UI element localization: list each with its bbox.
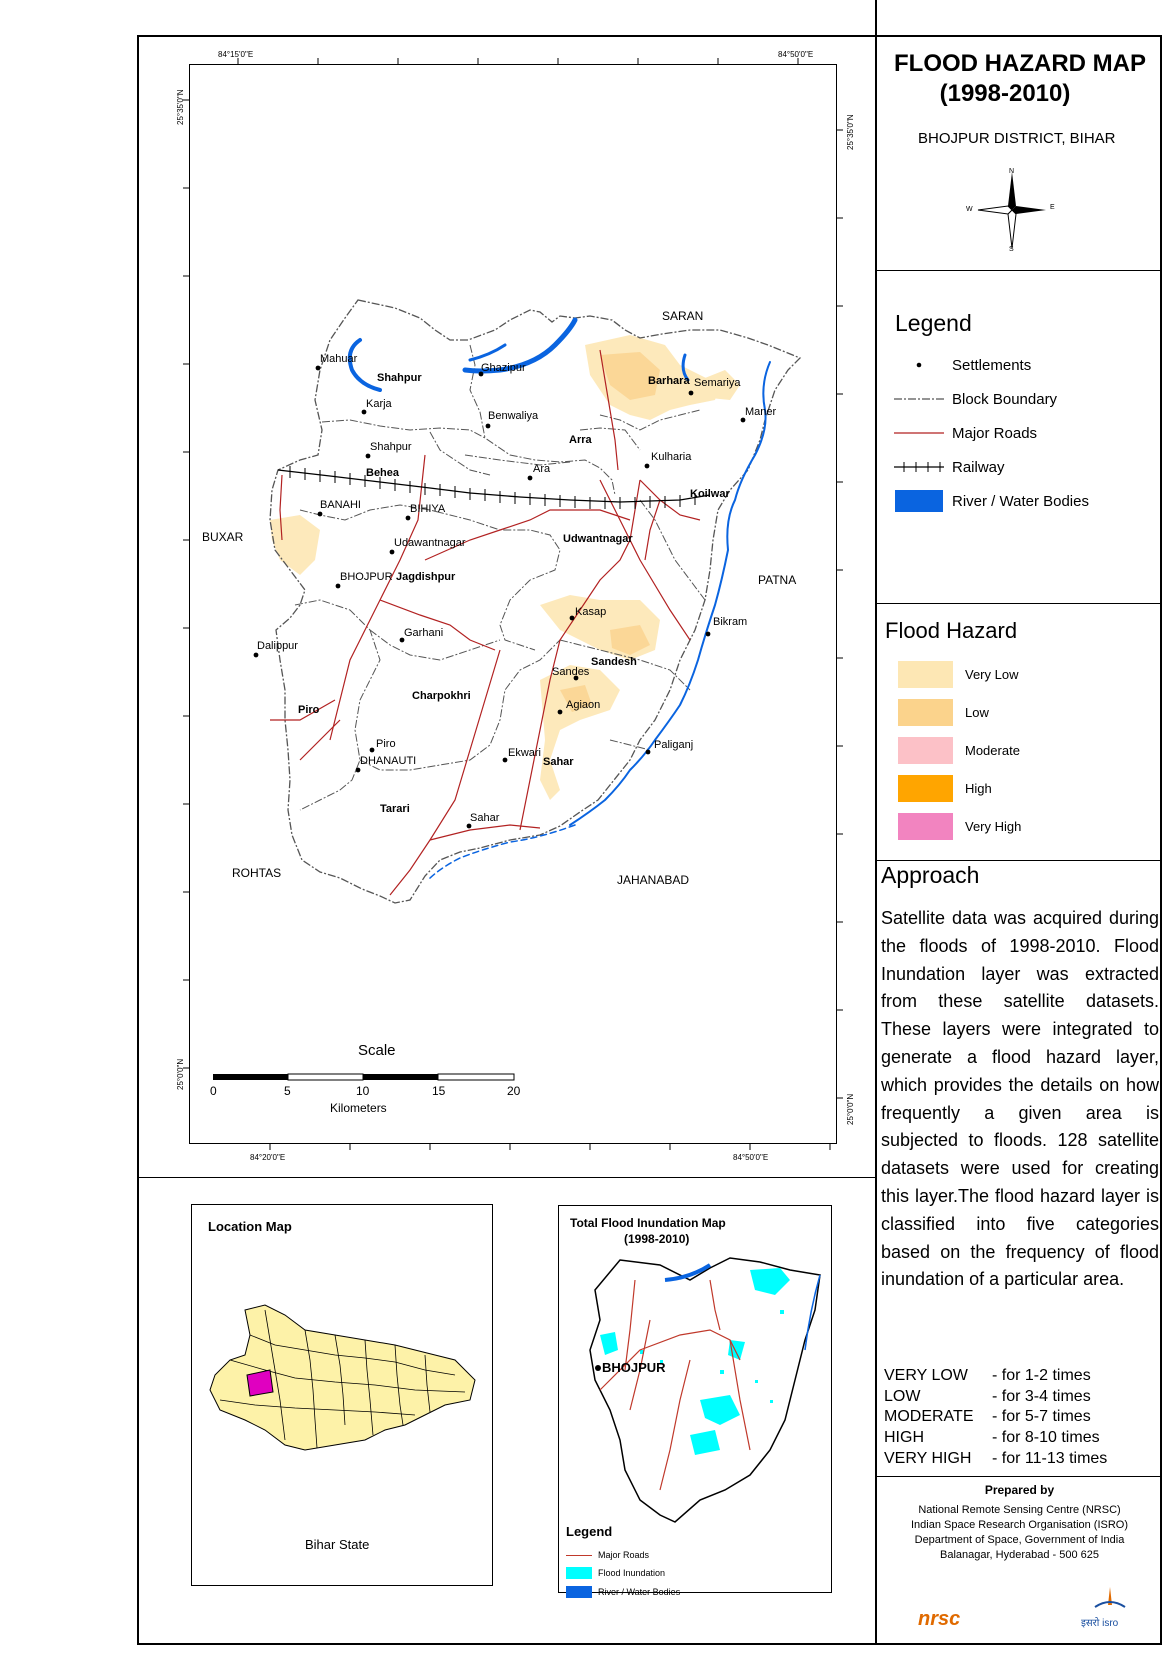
- category-very-low-name: VERY LOW: [884, 1367, 968, 1384]
- compass-w: W: [966, 206, 973, 213]
- legend-river: [894, 490, 1089, 512]
- prepared-title: Prepared by: [984, 1483, 1055, 1497]
- place-piro-block: Piro: [298, 704, 320, 716]
- place-shahpur-block: Shahpur: [377, 372, 422, 384]
- place-ghazipur: Ghazipur: [481, 362, 526, 374]
- coord-right-top: 25°35'0"N: [846, 114, 855, 150]
- legend-settlements: [894, 354, 1031, 376]
- category-very-low: [884, 1367, 1091, 1385]
- coord-bottom-left: 84°20'0"E: [250, 1153, 286, 1162]
- category-moderate-name: MODERATE: [884, 1408, 974, 1425]
- place-paliganj: Paliganj: [654, 739, 694, 751]
- categories-divider: [877, 1476, 1162, 1477]
- inundation-map-years: (1998-2010): [624, 1232, 690, 1246]
- place-behea: Behea: [366, 467, 400, 479]
- block-boundary-icon: [894, 388, 944, 410]
- place-charpokhri: Charpokhri: [412, 690, 471, 702]
- inundation-legend-title: Legend: [566, 1524, 613, 1539]
- flood-inundation-swatch: [566, 1567, 592, 1579]
- place-garhani: Garhani: [404, 627, 444, 639]
- inundation-legend-roads-label: Major Roads: [598, 1550, 650, 1560]
- hazard-moderate: [898, 737, 1020, 764]
- coord-left-top: 25°35'0"N: [176, 89, 185, 125]
- approach-text: Satellite data was acquired during the floods of 1998-2010. Flood Inundation layer was extracted from these satellite datasets. These layers were integrated to generate a flood hazard layer, which provides the details on how frequently a given area is subjected to floods. 128 satellite datasets were used for creating this layer.The flood hazard layer is classified into five categories based on the frequency of flood inundation of a particular area.: [881, 908, 1159, 1290]
- flood-hazard-title: Flood Hazard: [885, 618, 1018, 643]
- hazard-very-low: [898, 661, 1018, 688]
- category-very-low-range: - for 1-2 times: [992, 1367, 1091, 1384]
- place-dhanauti: DHANAUTI: [360, 755, 417, 767]
- place-sahar: Sahar: [470, 812, 500, 824]
- place-banahi: BANAHI: [320, 499, 361, 511]
- coord-left-bottom: 25°0'0"N: [176, 1058, 185, 1090]
- place-sandesh: Sandesh: [591, 656, 637, 668]
- region-patna: PATNA: [758, 573, 797, 587]
- isro-logo-text: इसरो isro: [1081, 1618, 1119, 1629]
- place-piro: Piro: [376, 738, 396, 750]
- inundation-map-label: BHOJPUR: [602, 1360, 666, 1375]
- prepared-line-4: Balanagar, Hyderabad - 500 625: [939, 1549, 1099, 1561]
- prepared-line-1: National Remote Sensing Centre (NRSC): [918, 1504, 1121, 1516]
- inundation-map-svg: [580, 1250, 830, 1540]
- water-body-icon: [894, 490, 944, 512]
- place-udawantnagar: Udawantnagar: [394, 537, 466, 549]
- approach-title: Approach: [881, 862, 980, 888]
- hazard-high-swatch: [898, 775, 953, 802]
- category-very-high: [884, 1450, 1107, 1468]
- outer-border-bottom: [137, 1643, 1162, 1645]
- hazard-very-low-label: Very Low: [965, 667, 1019, 682]
- category-low: [884, 1388, 1091, 1406]
- place-bihiya: BIHIYA: [410, 503, 446, 515]
- compass-e: E: [1050, 204, 1055, 211]
- hazard-very-low-swatch: [898, 661, 953, 688]
- scale-tick-15: 15: [432, 1084, 446, 1098]
- place-barhara: Barhara: [648, 375, 690, 387]
- scale-unit: Kilometers: [330, 1101, 387, 1115]
- hazard-low-swatch: [898, 699, 953, 726]
- coord-top-left: 84°15'0"E: [218, 50, 254, 59]
- compass-s: S: [1009, 246, 1014, 253]
- prepared-line-2: Indian Space Research Organisation (ISRO): [910, 1519, 1129, 1531]
- category-moderate-range: - for 5-7 times: [992, 1408, 1091, 1425]
- category-very-high-range: - for 11-13 times: [992, 1450, 1108, 1467]
- map-ticks: [183, 58, 843, 1150]
- category-high-name: HIGH: [884, 1429, 924, 1446]
- inundation-legend-roads: [566, 1550, 649, 1560]
- hazard-very-high-label: Very High: [965, 819, 1022, 834]
- legend-block-boundary-label: Block Boundary: [952, 390, 1058, 408]
- legend-railway: [894, 456, 1005, 478]
- place-benwaliya: Benwaliya: [488, 410, 539, 422]
- legend-block-boundary: [894, 388, 1057, 410]
- place-mahuar: Mahuar: [320, 353, 358, 365]
- legend-river-label: River / Water Bodies: [952, 492, 1089, 510]
- coord-top-right: 84°50'0"E: [778, 50, 814, 59]
- scale-tick-0: 0: [210, 1084, 217, 1098]
- scale-tick-5: 5: [284, 1084, 291, 1098]
- settlement-dot-icon: [894, 354, 944, 376]
- coord-bottom-right: 84°50'0"E: [733, 1153, 769, 1162]
- hazard-very-high: [898, 813, 1021, 840]
- prepared-line-3: Department of Space, Government of India: [914, 1534, 1125, 1546]
- place-kulharia: Kulharia: [651, 451, 692, 463]
- coord-right-bottom: 25°0'0"N: [846, 1093, 855, 1125]
- hazard-high: [898, 775, 992, 802]
- place-ekwari: Ekwari: [508, 747, 542, 759]
- place-sahar-block: Sahar: [543, 756, 574, 768]
- title-divider: [877, 270, 1162, 271]
- bottom-section-divider: [137, 1177, 877, 1178]
- region-saran: SARAN: [662, 309, 704, 323]
- category-low-range: - for 3-4 times: [992, 1388, 1091, 1405]
- place-udwantnagar: Udwantnagar: [563, 533, 633, 545]
- isro-logo-icon: [1081, 1585, 1135, 1630]
- place-jagdishpur: Jagdishpur: [396, 571, 456, 583]
- legend-railway-label: Railway: [952, 458, 1005, 476]
- inundation-legend-flood-label: Flood Inundation: [598, 1568, 666, 1578]
- road-line-icon: [566, 1555, 592, 1556]
- place-sandes: Sandes: [552, 666, 590, 678]
- district-name: BHOJPUR DISTRICT, BIHAR: [918, 130, 1116, 147]
- place-kasap: Kasap: [575, 606, 607, 618]
- inundation-map-title: Total Flood Inundation Map: [570, 1216, 726, 1230]
- legend-major-roads: [894, 422, 1037, 444]
- category-high: [884, 1429, 1100, 1447]
- north-arrow-icon: [962, 168, 1062, 252]
- place-ara: Ara: [533, 463, 551, 475]
- legend-title: Legend: [895, 310, 972, 336]
- railway-icon: [894, 456, 944, 478]
- place-maner: Maner: [745, 406, 777, 418]
- road-line-icon: [894, 422, 944, 444]
- nrsc-logo: nrsc: [918, 1608, 961, 1630]
- place-bhojpur: BHOJPUR: [340, 571, 393, 583]
- flood-hazard-zones: [270, 335, 740, 800]
- place-arra: Arra: [569, 434, 592, 446]
- place-bikram: Bikram: [713, 616, 748, 628]
- region-buxar: BUXAR: [202, 530, 244, 544]
- place-agiaon: Agiaon: [566, 699, 601, 711]
- region-jahanabad: JAHANABAD: [617, 873, 690, 887]
- category-very-high-name: VERY HIGH: [884, 1450, 972, 1467]
- hazard-divider: [877, 860, 1162, 861]
- hazard-low: [898, 699, 989, 726]
- place-shahpur: Shahpur: [370, 441, 412, 453]
- place-koilwar: Koilwar: [690, 488, 730, 500]
- location-map-title: Location Map: [208, 1219, 292, 1234]
- inundation-legend-river: [566, 1586, 680, 1598]
- place-tarari: Tarari: [380, 803, 410, 815]
- outer-border-right: [1160, 35, 1162, 1645]
- inundation-legend-river-label: River / Water Bodies: [598, 1587, 681, 1597]
- scale-title: Scale: [358, 1042, 396, 1059]
- region-rohtas: ROHTAS: [232, 866, 282, 880]
- legend-divider: [877, 603, 1162, 604]
- legend-major-roads-label: Major Roads: [952, 424, 1038, 442]
- category-low-name: LOW: [884, 1388, 921, 1405]
- hazard-moderate-swatch: [898, 737, 953, 764]
- scale-tick-10: 10: [356, 1084, 370, 1098]
- compass-n: N: [1009, 168, 1015, 175]
- scale-tick-20: 20: [507, 1084, 521, 1098]
- scale-bar: [213, 1074, 514, 1080]
- water-body-icon: [566, 1586, 592, 1598]
- place-karja: Karja: [366, 398, 392, 410]
- settlement-dots: [254, 366, 746, 829]
- hazard-moderate-label: Moderate: [965, 743, 1020, 758]
- hazard-low-label: Low: [965, 705, 989, 720]
- map-title: FLOOD HAZARD MAP: [894, 50, 1146, 77]
- inundation-legend-flood: [566, 1567, 665, 1579]
- location-map-caption: Bihar State: [305, 1537, 370, 1552]
- legend-settlements-label: Settlements: [952, 356, 1032, 374]
- hazard-very-high-swatch: [898, 813, 953, 840]
- map-years: (1998-2010): [939, 80, 1071, 107]
- category-high-range: - for 8-10 times: [992, 1429, 1100, 1446]
- bihar-state-map: [205, 1300, 485, 1460]
- place-semariya: Semariya: [694, 377, 741, 389]
- hazard-high-label: High: [965, 781, 992, 796]
- category-moderate: [884, 1408, 1091, 1426]
- place-dalippur: Dalippur: [257, 640, 298, 652]
